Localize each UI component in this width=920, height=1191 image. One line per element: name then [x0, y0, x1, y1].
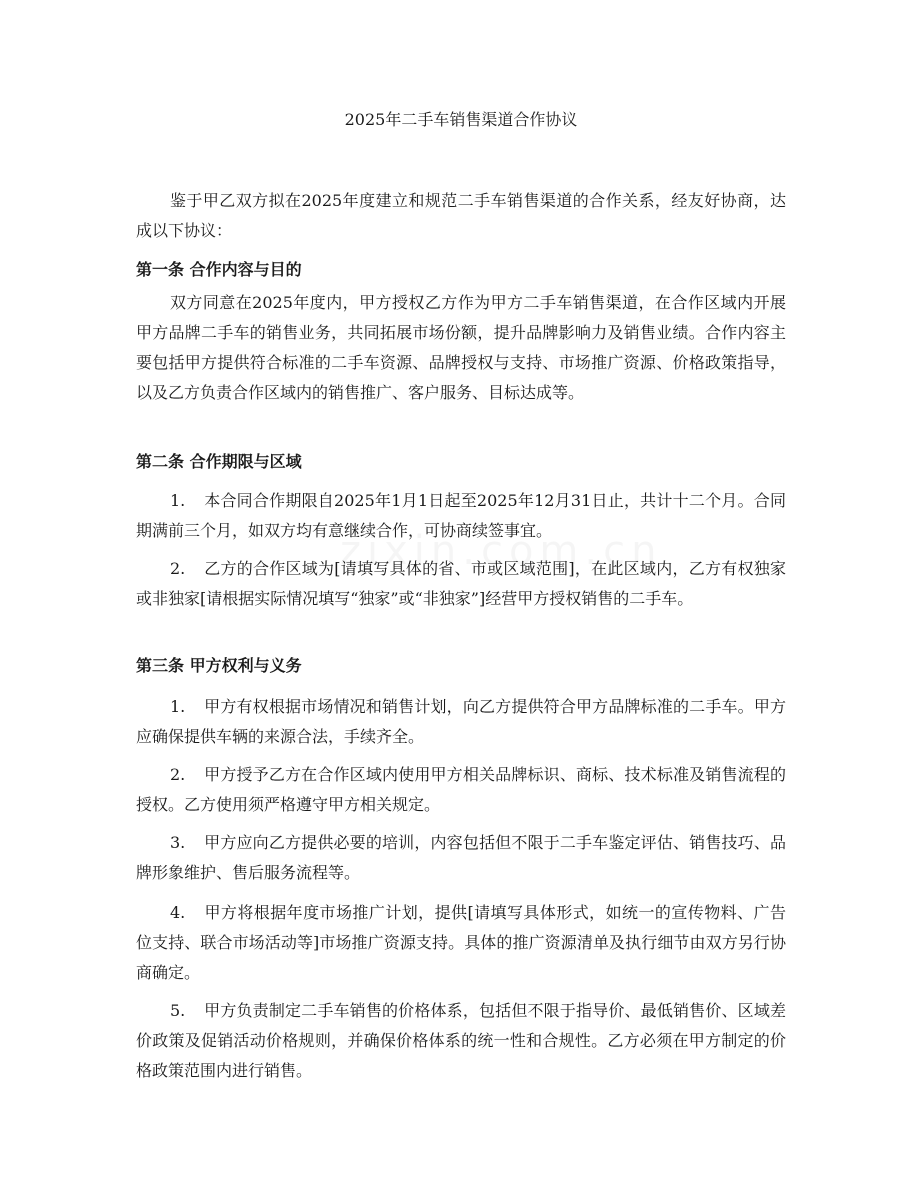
section-2-heading: 第二条 合作期限与区域 — [136, 452, 302, 471]
section-2-clause-1 — [136, 486, 786, 546]
clause-number: 1. — [170, 697, 186, 716]
section-1-paragraph: 双方同意在2025年度内，甲方授权乙方作为甲方二手车销售渠道，在合作区域内开展甲方品牌二手车的销售业务，共同拓展市场份额，提升品牌影响力及销售业绩。合作内容主要包括甲方提供符合标准的二手车资源、品牌授权与支持、市场推广资源、价格政策指导，以及乙方负责合作区域内的销售推广、客户服务、目标达成等。 — [136, 293, 786, 402]
clause-number: 3. — [170, 833, 186, 852]
clause-text: 甲方负责制定二手车销售的价格体系，包括但不限于指导价、最低销售价、区域差价政策及促销活动价格规则，并确保价格体系的统一性和合规性。乙方必须在甲方制定的价格政策范围内进行销售。 — [136, 1001, 786, 1080]
preamble-paragraph: 鉴于甲乙双方拟在2025年度建立和规范二手车销售渠道的合作关系，经友好协商，达成以下协议： — [136, 191, 786, 240]
section-3-clause-3 — [136, 828, 786, 888]
section-2-clause-2 — [136, 554, 786, 614]
clause-text: 甲方授予乙方在合作区域内使用甲方相关品牌标识、商标、技术标准及销售流程的授权。乙方使用须严格遵守甲方相关规定。 — [136, 765, 786, 814]
clause-text: 甲方有权根据市场情况和销售计划，向乙方提供符合甲方品牌标准的二手车。甲方应确保提供车辆的来源合法，手续齐全。 — [136, 697, 786, 746]
section-3-heading: 第三条 甲方权利与义务 — [136, 656, 302, 675]
section-3-clause-4 — [136, 898, 786, 988]
clause-text: 甲方将根据年度市场推广计划，提供[请填写具体形式，如统一的宣传物料、广告位支持、联合市场活动等]市场推广资源支持。具体的推广资源清单及执行细节由双方另行协商确定。 — [136, 903, 786, 982]
clause-text: 本合同合作期限自2025年1月1日起至2025年12月31日止，共计十二个月。合同期满前三个月，如双方均有意继续合作，可协商续签事宜。 — [136, 491, 786, 540]
section-3-clause-2 — [136, 760, 786, 820]
clause-number: 1. — [170, 491, 186, 510]
section-3-clause-1 — [136, 692, 786, 752]
clause-text: 乙方的合作区域为[请填写具体的省、市或区域范围]，在此区域内，乙方有权独家或非独家[请根据实际情况填写“独家”或“非独家”]经营甲方授权销售的二手车。 — [136, 559, 786, 608]
clause-number: 5. — [170, 1001, 186, 1020]
section-1-heading: 第一条 合作内容与目的 — [136, 260, 302, 279]
clause-number: 4. — [170, 903, 186, 922]
clause-number: 2. — [170, 559, 186, 578]
clause-text: 甲方应向乙方提供必要的培训，内容包括但不限于二手车鉴定评估、销售技巧、品牌形象维护、售后服务流程等。 — [136, 833, 786, 882]
document-title: 2025年二手车销售渠道合作协议 — [344, 110, 578, 129]
clause-number: 2. — [170, 765, 186, 784]
section-3-clause-5 — [136, 996, 786, 1086]
